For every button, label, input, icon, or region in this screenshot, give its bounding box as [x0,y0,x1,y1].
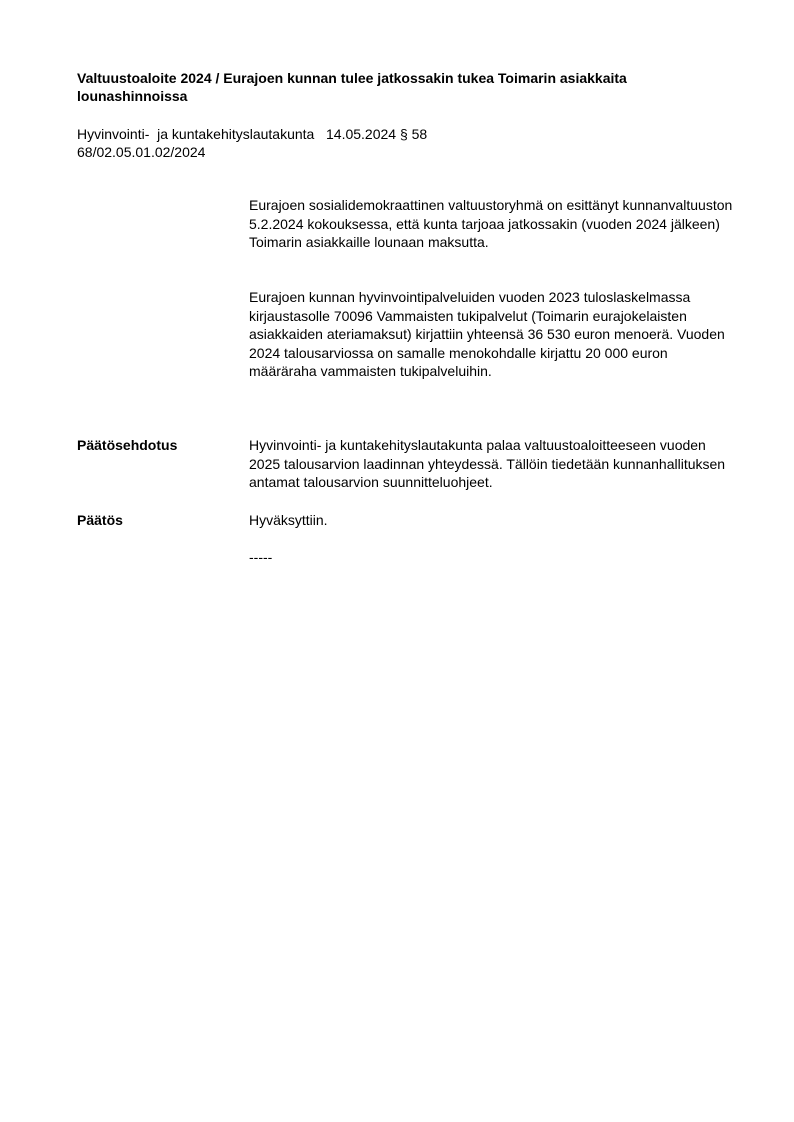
meeting-meta [77,125,737,161]
decision-text: Hyväksyttiin. [249,512,328,528]
proposal-text: Hyvinvointi- ja kuntakehityslautakunta palaa valtuustoaloitteeseen vuoden 2025 talousarvion laadinnan yhteydessä. Tällöin tiedetään kunnanhallituksen antamat talousarvion suunnitteluohjeet. [249,437,726,491]
background-paragraph-2: Eurajoen kunnan hyvinvointipalveluiden vuoden 2023 tuloslaskelmassa kirjaustasolle 70096 Vammaisten tukipalvelut (Toimarin eurajokelaisten asiakkaiden ateriamaksut) kirjattiin yhteensä 36 530 euron menoerä. Vuoden 2024 talousarviossa on samalle menokohdalle kirjattu 20 000 euron määräraha vammaisten tukipalveluihin. [249,289,725,380]
meeting-info: Hyvinvointi- ja kuntakehityslautakunta 14.05.2024 § 58 [77,126,428,142]
document-title: Valtuustoaloite 2024 / Eurajoen kunnan tulee jatkossakin tukea Toimarin asiakkaita lounashinnoissa [77,70,627,104]
proposal-label: Päätösehdotus [77,437,178,453]
end-marker: ----- [249,549,273,565]
decision-label: Päätös [77,512,123,528]
background-paragraph-1: Eurajoen sosialidemokraattinen valtuustoryhmä on esittänyt kunnanvaltuuston 5.2.2024 kokouksessa, että kunta tarjoaa jatkossakin (vuoden 2024 jälkeen) Toimarin asiakkaille lounaan maksutta. [249,197,733,251]
case-number: 68/02.05.01.02/2024 [77,144,206,160]
